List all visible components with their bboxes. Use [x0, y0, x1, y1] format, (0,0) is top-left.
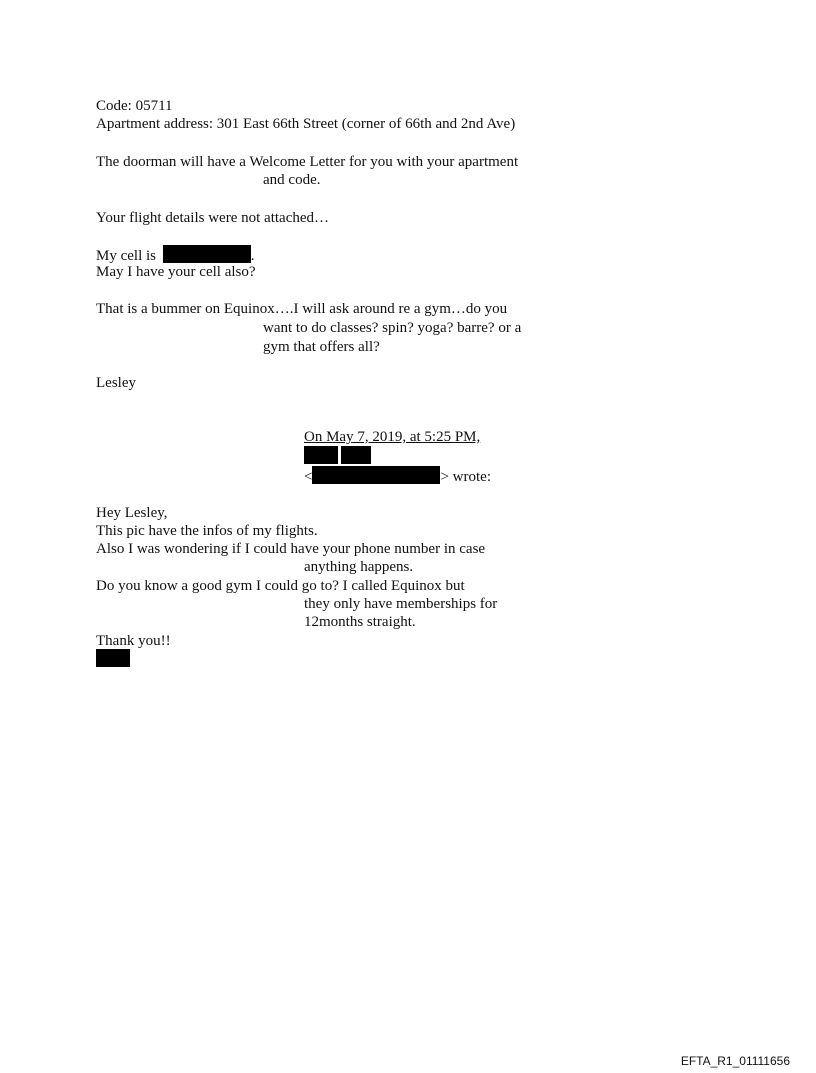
quoted-line-2a: Also I was wondering if I could have your phone number in case	[96, 541, 486, 557]
open-bracket: <	[304, 469, 313, 485]
redaction-block	[163, 245, 251, 263]
doorman-line-1: The doorman will have a Welcome Letter for you with your apartment	[96, 154, 519, 170]
quoted-line-3a: Do you know a good gym I could go to? I called Equinox but	[96, 578, 465, 594]
cell-prefix: My cell is	[96, 248, 156, 264]
cell-request-line: May I have your cell also?	[96, 264, 256, 280]
gym-line-2: want to do classes? spin? yoga? barre? or a	[263, 320, 522, 336]
document-id: EFTA_R1_01111656	[680, 1054, 790, 1068]
redaction-block	[341, 446, 371, 464]
quoted-line-3b: they only have memberships for	[304, 596, 498, 612]
quoted-line-2b: anything happens.	[304, 559, 414, 575]
cell-line	[96, 245, 255, 265]
doorman-line-2: and code.	[263, 172, 321, 188]
redaction-block	[96, 649, 130, 667]
quote-sender-line	[304, 466, 491, 486]
quoted-line-3c: 12months straight.	[304, 614, 416, 630]
signature: Lesley	[96, 375, 136, 391]
redaction-block	[304, 446, 338, 464]
wrote-label: > wrote:	[440, 469, 491, 485]
gym-line-1: That is a bummer on Equinox….I will ask around re a gym…do you	[96, 301, 508, 317]
quoted-thanks: Thank you!!	[96, 633, 171, 649]
quoted-greeting: Hey Lesley,	[96, 505, 168, 521]
cell-suffix: .	[250, 248, 255, 264]
code-line: Code: 05711	[96, 98, 173, 114]
address-line: Apartment address: 301 East 66th Street (corner of 66th and 2nd Ave)	[96, 116, 516, 132]
quote-date-line: On May 7, 2019, at 5:25 PM,	[304, 429, 481, 445]
flight-line: Your flight details were not attached…	[96, 210, 330, 226]
gym-line-3: gym that offers all?	[263, 339, 380, 355]
quoted-line-1: This pic have the infos of my flights.	[96, 523, 318, 539]
redaction-block	[312, 466, 440, 484]
